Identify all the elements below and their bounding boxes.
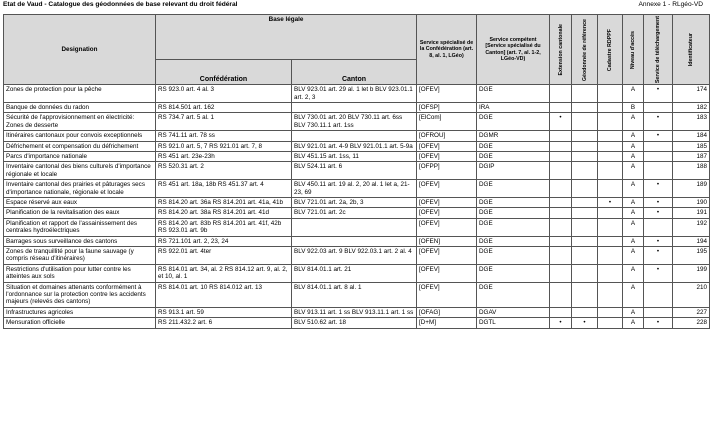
telechargement-cell — [644, 282, 673, 307]
identificateur-cell: 210 — [673, 282, 710, 307]
geodonnee-cell — [572, 264, 598, 282]
canton-cell — [292, 218, 417, 236]
col-confederation: Confédération — [156, 60, 292, 85]
table-row — [4, 162, 710, 180]
confederation-cell: RS 451 art. 18a, 18b RS 451.37 art. 4 — [156, 180, 292, 198]
telechargement-cell — [644, 151, 673, 161]
geodonnee-cell — [572, 85, 598, 103]
geodonnee-cell — [572, 113, 598, 131]
designation-cell: Infrastructures agricoles — [4, 307, 156, 317]
competent-cell: DGE — [477, 151, 550, 161]
niveau-cell: A — [623, 85, 644, 103]
niveau-cell: A — [623, 236, 644, 246]
cadastre-cell — [598, 264, 623, 282]
table-row — [4, 208, 710, 218]
col-canton: Canton — [292, 60, 417, 85]
competent-cell: DGE — [477, 208, 550, 218]
confederation-cell: RS 741.11 art. 78 ss — [156, 131, 292, 141]
table-row — [4, 236, 710, 246]
extension-cell — [550, 282, 572, 307]
confederation-cell: RS 721.101 art. 2, 23, 24 — [156, 236, 292, 246]
competent-cell: DGE — [477, 113, 550, 131]
identificateur-cell: 187 — [673, 151, 710, 161]
niveau-cell: A — [623, 307, 644, 317]
identificateur-cell: 185 — [673, 141, 710, 151]
col-niveau: Niveau d'accès — [623, 15, 644, 85]
cadastre-cell — [598, 141, 623, 151]
extension-cell — [550, 208, 572, 218]
competent-cell: DGE — [477, 282, 550, 307]
confederation-cell: RS 734.7 art. 5 al. 1 — [156, 113, 292, 131]
telechargement-cell: • — [644, 318, 673, 328]
identificateur-cell: 227 — [673, 307, 710, 317]
designation-cell: Espace réservé aux eaux — [4, 198, 156, 208]
confederation-cell: RS 814.01 art. 10 RS 814.012 art. 13 — [156, 282, 292, 307]
cadastre-cell — [598, 236, 623, 246]
table-row — [4, 151, 710, 161]
niveau-cell: A — [623, 113, 644, 131]
geodonnee-cell — [572, 131, 598, 141]
designation-cell: Mensuration officielle — [4, 318, 156, 328]
service-cell: [ElCom] — [417, 113, 477, 131]
col-telechargement: Service de téléchargement — [644, 15, 673, 85]
document-title: Etat de Vaud - Catalogue des géodonnées de base relevant du droit fédéral — [3, 1, 238, 8]
telechargement-cell — [644, 218, 673, 236]
col-base-legale: Base légale — [156, 15, 417, 60]
competent-cell: DGAV — [477, 307, 550, 317]
designation-cell: Zones de protection pour la pêche — [4, 85, 156, 103]
canton-cell: BLV 721.01 art. 2a, 2b, 3 — [292, 198, 417, 208]
geodonnee-cell — [572, 218, 598, 236]
identificateur-cell: 194 — [673, 236, 710, 246]
extension-cell — [550, 162, 572, 180]
confederation-cell: RS 913.1 art. 59 — [156, 307, 292, 317]
canton-cell: BLV 921.01 art. 4-9 BLV 921.01.1 art. 5-9a — [292, 141, 417, 151]
col-extension: Extension cantonale — [550, 15, 572, 85]
designation-cell: Situation et domaines attenants conformément à l'ordonnance sur la protection contre les accidents majeurs (relevés des cantons) — [4, 282, 156, 307]
extension-cell: • — [550, 113, 572, 131]
service-cell: [D+M] — [417, 318, 477, 328]
table-row — [4, 131, 710, 141]
confederation-cell: RS 923.0 art. 4 al. 3 — [156, 85, 292, 103]
niveau-cell: A — [623, 162, 644, 180]
telechargement-cell: • — [644, 236, 673, 246]
confederation-cell: RS 922.01 art. 4ter — [156, 247, 292, 265]
service-cell: [OFEV] — [417, 141, 477, 151]
service-cell: [OFEV] — [417, 282, 477, 307]
telechargement-cell: • — [644, 208, 673, 218]
canton-cell: BLV 450.11 art. 19 al. 2, 20 al. 1 let a, 21-23, 69 — [292, 180, 417, 198]
designation-cell: Défrichement et compensation du défrichement — [4, 141, 156, 151]
confederation-cell: RS 814.501 art. 162 — [156, 102, 292, 112]
cadastre-cell — [598, 307, 623, 317]
niveau-cell: A — [623, 151, 644, 161]
extension-cell — [550, 85, 572, 103]
identificateur-cell: 174 — [673, 85, 710, 103]
designation-cell: Inventaire cantonal des biens culturels d'importance régionale et locale — [4, 162, 156, 180]
service-cell: [OFPP] — [417, 162, 477, 180]
telechargement-cell: • — [644, 85, 673, 103]
confederation-cell: RS 520.31 art. 2 — [156, 162, 292, 180]
catalogue-table — [3, 14, 710, 329]
service-cell: [OFSP] — [417, 102, 477, 112]
canton-cell: BLV 510.62 art. 18 — [292, 318, 417, 328]
geodonnee-cell — [572, 282, 598, 307]
confederation-cell: RS 921.0 art. 5, 7 RS 921.01 art. 7, 8 — [156, 141, 292, 151]
canton-cell: BLV 730.01 art. 20 BLV 730.11 art. 6ss BLV 730.11.1 art. 1ss — [292, 113, 417, 131]
telechargement-cell — [644, 307, 673, 317]
canton-cell: BLV 524.11 art. 6 — [292, 162, 417, 180]
cadastre-cell — [598, 131, 623, 141]
col-service-specialise: Service spécialisé de la Confédération (art. 8, al. 1, LGéo) — [417, 15, 477, 85]
competent-cell: DGMR — [477, 131, 550, 141]
competent-cell: DGTL — [477, 318, 550, 328]
extension-cell — [550, 151, 572, 161]
identificateur-cell: 228 — [673, 318, 710, 328]
niveau-cell: A — [623, 282, 644, 307]
canton-cell: BLV 721.01 art. 2c — [292, 208, 417, 218]
designation-cell: Parcs d'importance nationale — [4, 151, 156, 161]
designation-cell: Itinéraires cantonaux pour convois exceptionnels — [4, 131, 156, 141]
geodonnee-cell — [572, 307, 598, 317]
competent-cell: DGE — [477, 180, 550, 198]
service-cell: [OFROU] — [417, 131, 477, 141]
identificateur-cell: 199 — [673, 264, 710, 282]
competent-cell: DGE — [477, 198, 550, 208]
cadastre-cell — [598, 102, 623, 112]
designation-cell: Banque de données du radon — [4, 102, 156, 112]
canton-cell: BLV 814.01.1 art. 8 al. 1 — [292, 282, 417, 307]
extension-cell — [550, 180, 572, 198]
extension-cell — [550, 247, 572, 265]
table-row — [4, 307, 710, 317]
geodonnee-cell — [572, 236, 598, 246]
niveau-cell: A — [623, 198, 644, 208]
designation-cell: Inventaire cantonal des prairies et pâturages secs d'importance nationale, régionale et locale — [4, 180, 156, 198]
geodonnee-cell — [572, 102, 598, 112]
canton-cell: BLV 913.11 art. 1 ss BLV 913.11.1 art. 1 ss — [292, 307, 417, 317]
confederation-cell: RS 814.20 art. 36a RS 814.201 art. 41a, 41b — [156, 198, 292, 208]
col-designation: Designation — [4, 15, 156, 85]
confederation-cell: RS 211.432.2 art. 6 — [156, 318, 292, 328]
competent-cell: DGE — [477, 236, 550, 246]
identificateur-cell: 184 — [673, 131, 710, 141]
cadastre-cell — [598, 208, 623, 218]
identificateur-cell: 192 — [673, 218, 710, 236]
cadastre-cell — [598, 151, 623, 161]
geodonnee-cell: • — [572, 318, 598, 328]
identificateur-cell: 191 — [673, 208, 710, 218]
telechargement-cell — [644, 102, 673, 112]
confederation-cell: RS 814.01 art. 34, al. 2 RS 814.12 art. 9, al. 2, et 10, al. 1 — [156, 264, 292, 282]
cadastre-cell — [598, 318, 623, 328]
identificateur-cell: 182 — [673, 102, 710, 112]
niveau-cell: A — [623, 141, 644, 151]
designation-cell: Planification et rapport de l'assainissement des centrales hydroélectriques — [4, 218, 156, 236]
extension-cell — [550, 102, 572, 112]
extension-cell — [550, 141, 572, 151]
competent-cell: DGE — [477, 141, 550, 151]
table-row — [4, 218, 710, 236]
col-cadastre: Cadastre RDPPF — [598, 15, 623, 85]
cadastre-cell — [598, 282, 623, 307]
cadastre-cell — [598, 85, 623, 103]
service-cell: [OFEV] — [417, 151, 477, 161]
service-cell: [OFEV] — [417, 198, 477, 208]
competent-cell: DGE — [477, 218, 550, 236]
service-cell: [OFEV] — [417, 180, 477, 198]
geodonnee-cell — [572, 247, 598, 265]
competent-cell: DGE — [477, 247, 550, 265]
service-cell: [OFEV] — [417, 264, 477, 282]
canton-cell — [292, 102, 417, 112]
identificateur-cell: 188 — [673, 162, 710, 180]
table-row — [4, 180, 710, 198]
table-row — [4, 102, 710, 112]
competent-cell: DGIP — [477, 162, 550, 180]
confederation-cell: RS 814.20 art. 38a RS 814.201 art. 41d — [156, 208, 292, 218]
confederation-cell: RS 814.20 art. 83b RS 814.201 art. 41f, 42b RS 923.01 art. 9b — [156, 218, 292, 236]
telechargement-cell: • — [644, 198, 673, 208]
extension-cell — [550, 218, 572, 236]
cadastre-cell — [598, 247, 623, 265]
service-cell: [OFAG] — [417, 307, 477, 317]
niveau-cell: A — [623, 208, 644, 218]
niveau-cell: A — [623, 180, 644, 198]
geodonnee-cell — [572, 151, 598, 161]
geodonnee-cell — [572, 141, 598, 151]
niveau-cell: A — [623, 318, 644, 328]
cadastre-cell — [598, 113, 623, 131]
telechargement-cell: • — [644, 247, 673, 265]
designation-cell: Restrictions d'utilisation pour lutter contre les atteintes aux sols — [4, 264, 156, 282]
designation-cell: Barrages sous surveillance des cantons — [4, 236, 156, 246]
extension-cell — [550, 264, 572, 282]
telechargement-cell: • — [644, 264, 673, 282]
niveau-cell: A — [623, 131, 644, 141]
canton-cell — [292, 131, 417, 141]
cadastre-cell — [598, 218, 623, 236]
annex-label: Annexe 1 - RLgéo-VD — [638, 1, 703, 8]
table-row — [4, 282, 710, 307]
cadastre-cell: • — [598, 198, 623, 208]
table-row — [4, 318, 710, 328]
identificateur-cell: 195 — [673, 247, 710, 265]
designation-cell: Planification de la revitalisation des eaux — [4, 208, 156, 218]
service-cell: [OFEV] — [417, 247, 477, 265]
service-cell: [OFEV] — [417, 85, 477, 103]
confederation-cell: RS 451 art. 23e-23h — [156, 151, 292, 161]
niveau-cell: A — [623, 247, 644, 265]
extension-cell: • — [550, 318, 572, 328]
designation-cell: Sécurité de l'approvisionnement en électricité: Zones de desserte — [4, 113, 156, 131]
service-cell: [OFEV] — [417, 208, 477, 218]
identificateur-cell: 183 — [673, 113, 710, 131]
canton-cell: BLV 451.15 art. 1ss, 11 — [292, 151, 417, 161]
telechargement-cell — [644, 162, 673, 180]
cadastre-cell — [598, 162, 623, 180]
table-row — [4, 85, 710, 103]
geodonnee-cell — [572, 208, 598, 218]
col-identificateur: Identificateur — [673, 15, 710, 85]
col-geodonnee: Géodonnée de référence — [572, 15, 598, 85]
service-cell: [OFEN] — [417, 236, 477, 246]
extension-cell — [550, 131, 572, 141]
geodonnee-cell — [572, 198, 598, 208]
table-row — [4, 247, 710, 265]
extension-cell — [550, 307, 572, 317]
identificateur-cell: 190 — [673, 198, 710, 208]
canton-cell: BLV 922.03 art. 9 BLV 922.03.1 art. 2 al. 4 — [292, 247, 417, 265]
canton-cell: BLV 923.01 art. 29 al. 1 let b BLV 923.01.1 art. 2, 3 — [292, 85, 417, 103]
niveau-cell: A — [623, 264, 644, 282]
geodonnee-cell — [572, 180, 598, 198]
extension-cell — [550, 198, 572, 208]
table-row — [4, 198, 710, 208]
telechargement-cell — [644, 141, 673, 151]
service-cell: [OFEV] — [417, 218, 477, 236]
table-row — [4, 264, 710, 282]
competent-cell: IRA — [477, 102, 550, 112]
col-service-competent: Service compétent [Service spécialisé du Canton] (art. 7, al. 1-2, LGéo-VD) — [477, 15, 550, 85]
telechargement-cell: • — [644, 131, 673, 141]
competent-cell: DGE — [477, 264, 550, 282]
extension-cell — [550, 236, 572, 246]
canton-cell: BLV 814.01.1 art. 21 — [292, 264, 417, 282]
niveau-cell: B — [623, 102, 644, 112]
identificateur-cell: 189 — [673, 180, 710, 198]
canton-cell — [292, 236, 417, 246]
niveau-cell: A — [623, 218, 644, 236]
telechargement-cell: • — [644, 180, 673, 198]
table-row — [4, 113, 710, 131]
cadastre-cell — [598, 180, 623, 198]
designation-cell: Zones de tranquillité pour la faune sauvage (y compris réseau d'itinéraires) — [4, 247, 156, 265]
geodonnee-cell — [572, 162, 598, 180]
table-row — [4, 141, 710, 151]
competent-cell: DGE — [477, 85, 550, 103]
telechargement-cell: • — [644, 113, 673, 131]
